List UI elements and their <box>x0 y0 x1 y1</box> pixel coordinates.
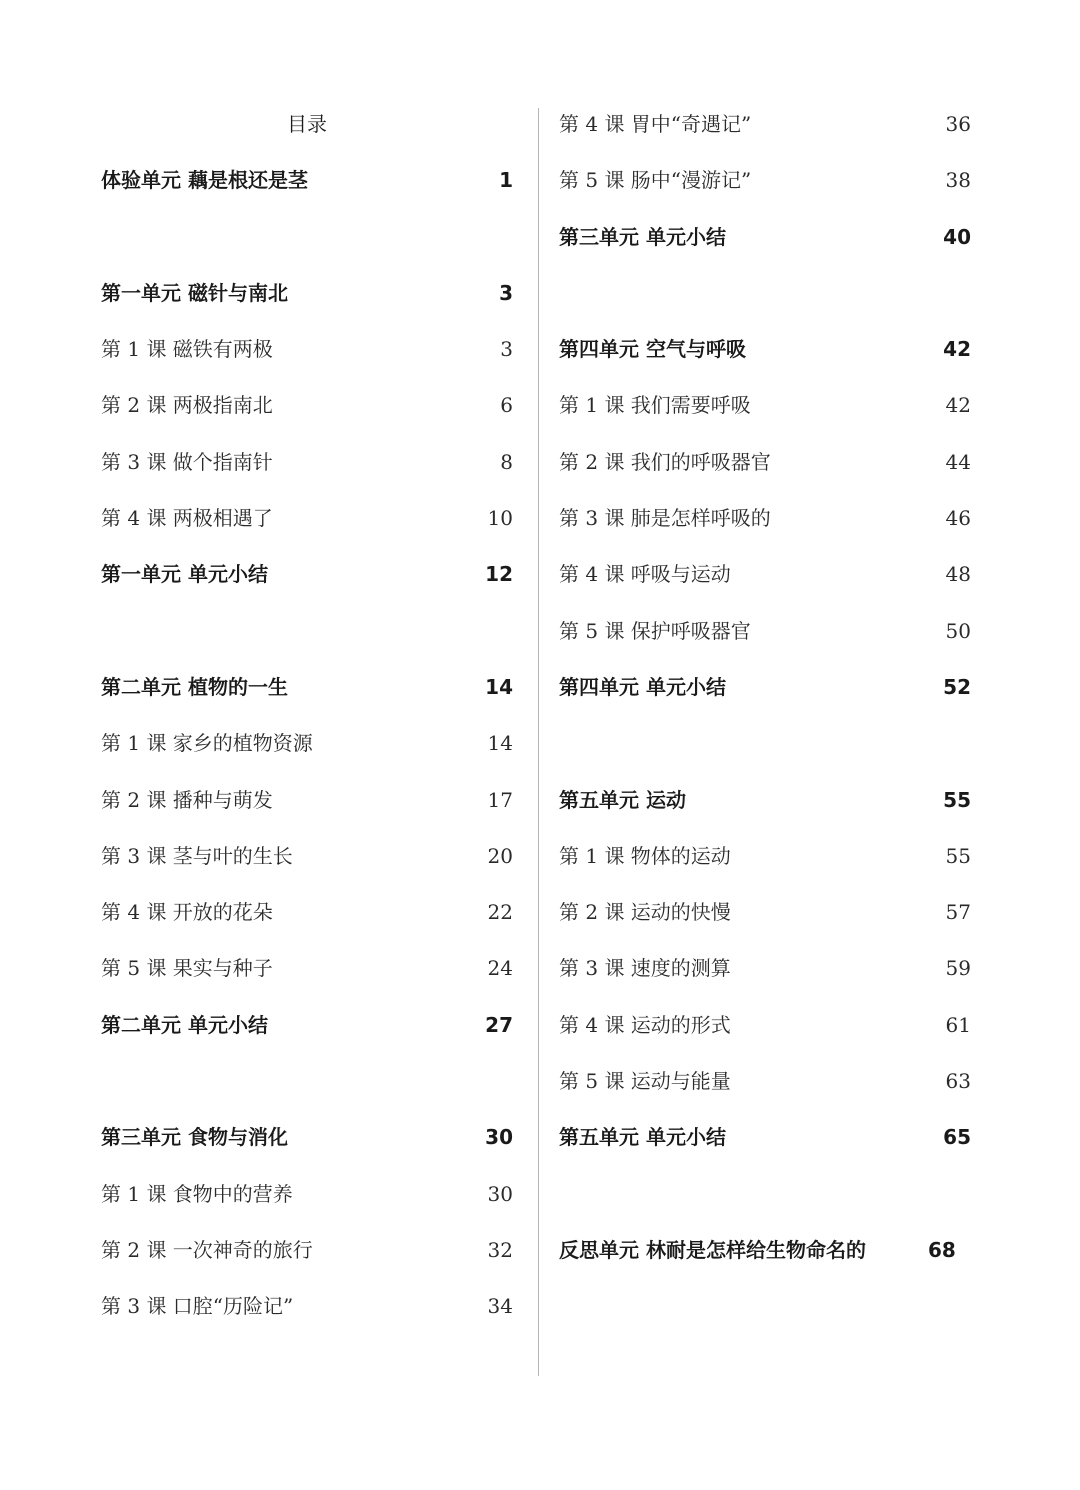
entry-page-number: 32 <box>487 1237 513 1262</box>
entry-page-number: 14 <box>487 731 513 756</box>
entry-title: 第三单元 单元小结 <box>559 224 726 249</box>
entry-title: 第 4 课 胃中“奇遇记” <box>559 112 752 136</box>
toc-unit-entry[interactable] <box>101 265 513 321</box>
toc-lesson-entry[interactable] <box>101 434 513 490</box>
entry-page-number: 55 <box>945 843 971 868</box>
entry-title: 第 1 课 磁铁有两极 <box>101 337 273 362</box>
entry-page-number: 68 <box>928 1237 956 1262</box>
entry-page-number: 20 <box>487 843 513 868</box>
toc-lesson-entry[interactable] <box>559 603 971 659</box>
toc-lesson-entry[interactable] <box>101 321 513 377</box>
toc-spacer <box>101 1053 513 1109</box>
entry-page-number: 24 <box>487 956 513 981</box>
entry-page-number: 22 <box>487 900 513 925</box>
entry-title: 第 2 课 播种与萌发 <box>101 787 273 812</box>
toc-summary-entry[interactable] <box>559 209 971 265</box>
entry-page-number: 48 <box>945 562 971 587</box>
entry-page-number: 52 <box>943 674 971 699</box>
entry-title: 第五单元 运动 <box>559 787 686 812</box>
toc-summary-entry[interactable] <box>101 997 513 1053</box>
entry-page-number: 55 <box>943 787 971 812</box>
toc-spacer <box>101 603 513 659</box>
toc-left-column <box>101 96 513 1335</box>
toc-lesson-entry[interactable] <box>101 884 513 940</box>
entry-title: 第 1 课 食物中的营养 <box>101 1181 293 1206</box>
entry-page-number: 3 <box>500 337 513 362</box>
toc-lesson-entry[interactable] <box>559 546 971 602</box>
entry-page-number: 1 <box>499 168 513 193</box>
entry-page-number: 27 <box>485 1012 513 1037</box>
entry-page-number: 12 <box>485 562 513 587</box>
toc-lesson-entry[interactable] <box>559 884 971 940</box>
entry-title: 第 2 课 两极指南北 <box>101 393 273 418</box>
entry-title: 第 1 课 我们需要呼吸 <box>559 393 751 418</box>
entry-title: 第 4 课 运动的形式 <box>559 1012 731 1037</box>
toc-unit-entry[interactable] <box>101 152 513 208</box>
entry-title: 第 2 课 一次神奇的旅行 <box>101 1237 313 1262</box>
entry-page-number: 46 <box>945 506 971 531</box>
entry-page-number: 38 <box>945 168 971 193</box>
toc-lesson-entry[interactable] <box>559 377 971 433</box>
entry-page-number: 42 <box>943 337 971 362</box>
entry-title: 第 1 课 物体的运动 <box>559 843 731 868</box>
toc-lesson-entry[interactable] <box>559 997 971 1053</box>
entry-page-number: 14 <box>485 674 513 699</box>
entry-page-number: 63 <box>945 1069 971 1094</box>
toc-lesson-entry[interactable] <box>101 940 513 996</box>
entry-title: 第 5 课 果实与种子 <box>101 956 273 981</box>
entry-title: 第四单元 单元小结 <box>559 674 726 699</box>
toc-unit-entry[interactable] <box>101 1109 513 1165</box>
entry-page-number: 50 <box>945 618 971 643</box>
toc-lesson-entry[interactable] <box>559 96 971 152</box>
toc-lesson-entry[interactable] <box>101 490 513 546</box>
entry-page-number: 44 <box>945 449 971 474</box>
toc-lesson-entry[interactable] <box>559 490 971 546</box>
entry-title: 第四单元 空气与呼吸 <box>559 337 746 362</box>
entry-page-number: 40 <box>943 224 971 249</box>
toc-lesson-entry[interactable] <box>559 828 971 884</box>
entry-page-number: 36 <box>945 112 971 136</box>
entry-title: 第 1 课 家乡的植物资源 <box>101 731 313 756</box>
entry-title: 第 5 课 肠中“漫游记” <box>559 168 752 193</box>
toc-unit-entry[interactable] <box>101 659 513 715</box>
entry-title: 第三单元 食物与消化 <box>101 1125 288 1150</box>
entry-title: 第 3 课 茎与叶的生长 <box>101 843 293 868</box>
toc-spacer <box>559 265 971 321</box>
entry-title: 第 3 课 肺是怎样呼吸的 <box>559 506 771 531</box>
entry-page-number: 30 <box>485 1125 513 1150</box>
entry-title: 第 4 课 呼吸与运动 <box>559 562 731 587</box>
toc-summary-entry[interactable] <box>101 546 513 602</box>
toc-lesson-entry[interactable] <box>101 377 513 433</box>
entry-title: 第一单元 磁针与南北 <box>101 280 288 305</box>
toc-lesson-entry[interactable] <box>559 1053 971 1109</box>
toc-lesson-entry[interactable] <box>101 715 513 771</box>
entry-page-number: 6 <box>500 393 513 418</box>
page-title: 目录 <box>287 112 327 136</box>
toc-lesson-entry[interactable] <box>559 940 971 996</box>
entry-title: 第 5 课 保护呼吸器官 <box>559 618 751 643</box>
entry-page-number: 8 <box>500 449 513 474</box>
toc-spacer <box>101 209 513 265</box>
entry-title: 第 3 课 做个指南针 <box>101 449 273 474</box>
entry-page-number: 65 <box>943 1125 971 1150</box>
column-divider <box>538 108 539 1376</box>
toc-lesson-entry[interactable] <box>559 434 971 490</box>
toc-spacer <box>559 715 971 771</box>
entry-title: 第 2 课 我们的呼吸器官 <box>559 449 771 474</box>
entry-title: 第 2 课 运动的快慢 <box>559 900 731 925</box>
entry-title: 第 4 课 开放的花朵 <box>101 900 273 925</box>
toc-lesson-entry[interactable] <box>101 1278 513 1334</box>
entry-title: 第五单元 单元小结 <box>559 1125 726 1150</box>
entry-page-number: 59 <box>945 956 971 981</box>
entry-title: 第一单元 单元小结 <box>101 562 268 587</box>
toc-unit-entry[interactable] <box>559 772 971 828</box>
entry-title: 第二单元 植物的一生 <box>101 674 288 699</box>
entry-title: 第 4 课 两极相遇了 <box>101 506 273 531</box>
entry-page-number: 34 <box>487 1294 513 1319</box>
toc-spacer <box>559 1166 971 1222</box>
toc-unit-entry[interactable] <box>559 321 971 377</box>
toc-summary-entry[interactable] <box>559 659 971 715</box>
entry-page-number: 3 <box>499 280 513 305</box>
toc-reflection-unit-entry[interactable] <box>559 1222 971 1278</box>
entry-page-number: 61 <box>945 1012 971 1037</box>
toc-right-column <box>559 96 971 1278</box>
entry-title: 反思单元 林耐是怎样给生物命名的 <box>559 1237 866 1262</box>
toc-lesson-entry[interactable] <box>101 772 513 828</box>
entry-page-number: 42 <box>945 393 971 418</box>
toc-lesson-entry[interactable] <box>559 152 971 208</box>
entry-page-number: 17 <box>487 787 513 812</box>
entry-title: 体验单元 藕是根还是茎 <box>101 168 308 193</box>
entry-page-number: 30 <box>487 1181 513 1206</box>
toc-lesson-entry[interactable] <box>101 828 513 884</box>
entry-title: 第 5 课 运动与能量 <box>559 1069 731 1094</box>
entry-page-number: 10 <box>487 506 513 531</box>
toc-summary-entry[interactable] <box>559 1109 971 1165</box>
entry-page-number: 57 <box>945 900 971 925</box>
entry-title: 第二单元 单元小结 <box>101 1012 268 1037</box>
entry-title: 第 3 课 口腔“历险记” <box>101 1294 294 1319</box>
entry-title: 第 3 课 速度的测算 <box>559 956 731 981</box>
toc-lesson-entry[interactable] <box>101 1166 513 1222</box>
toc-lesson-entry[interactable] <box>101 1222 513 1278</box>
